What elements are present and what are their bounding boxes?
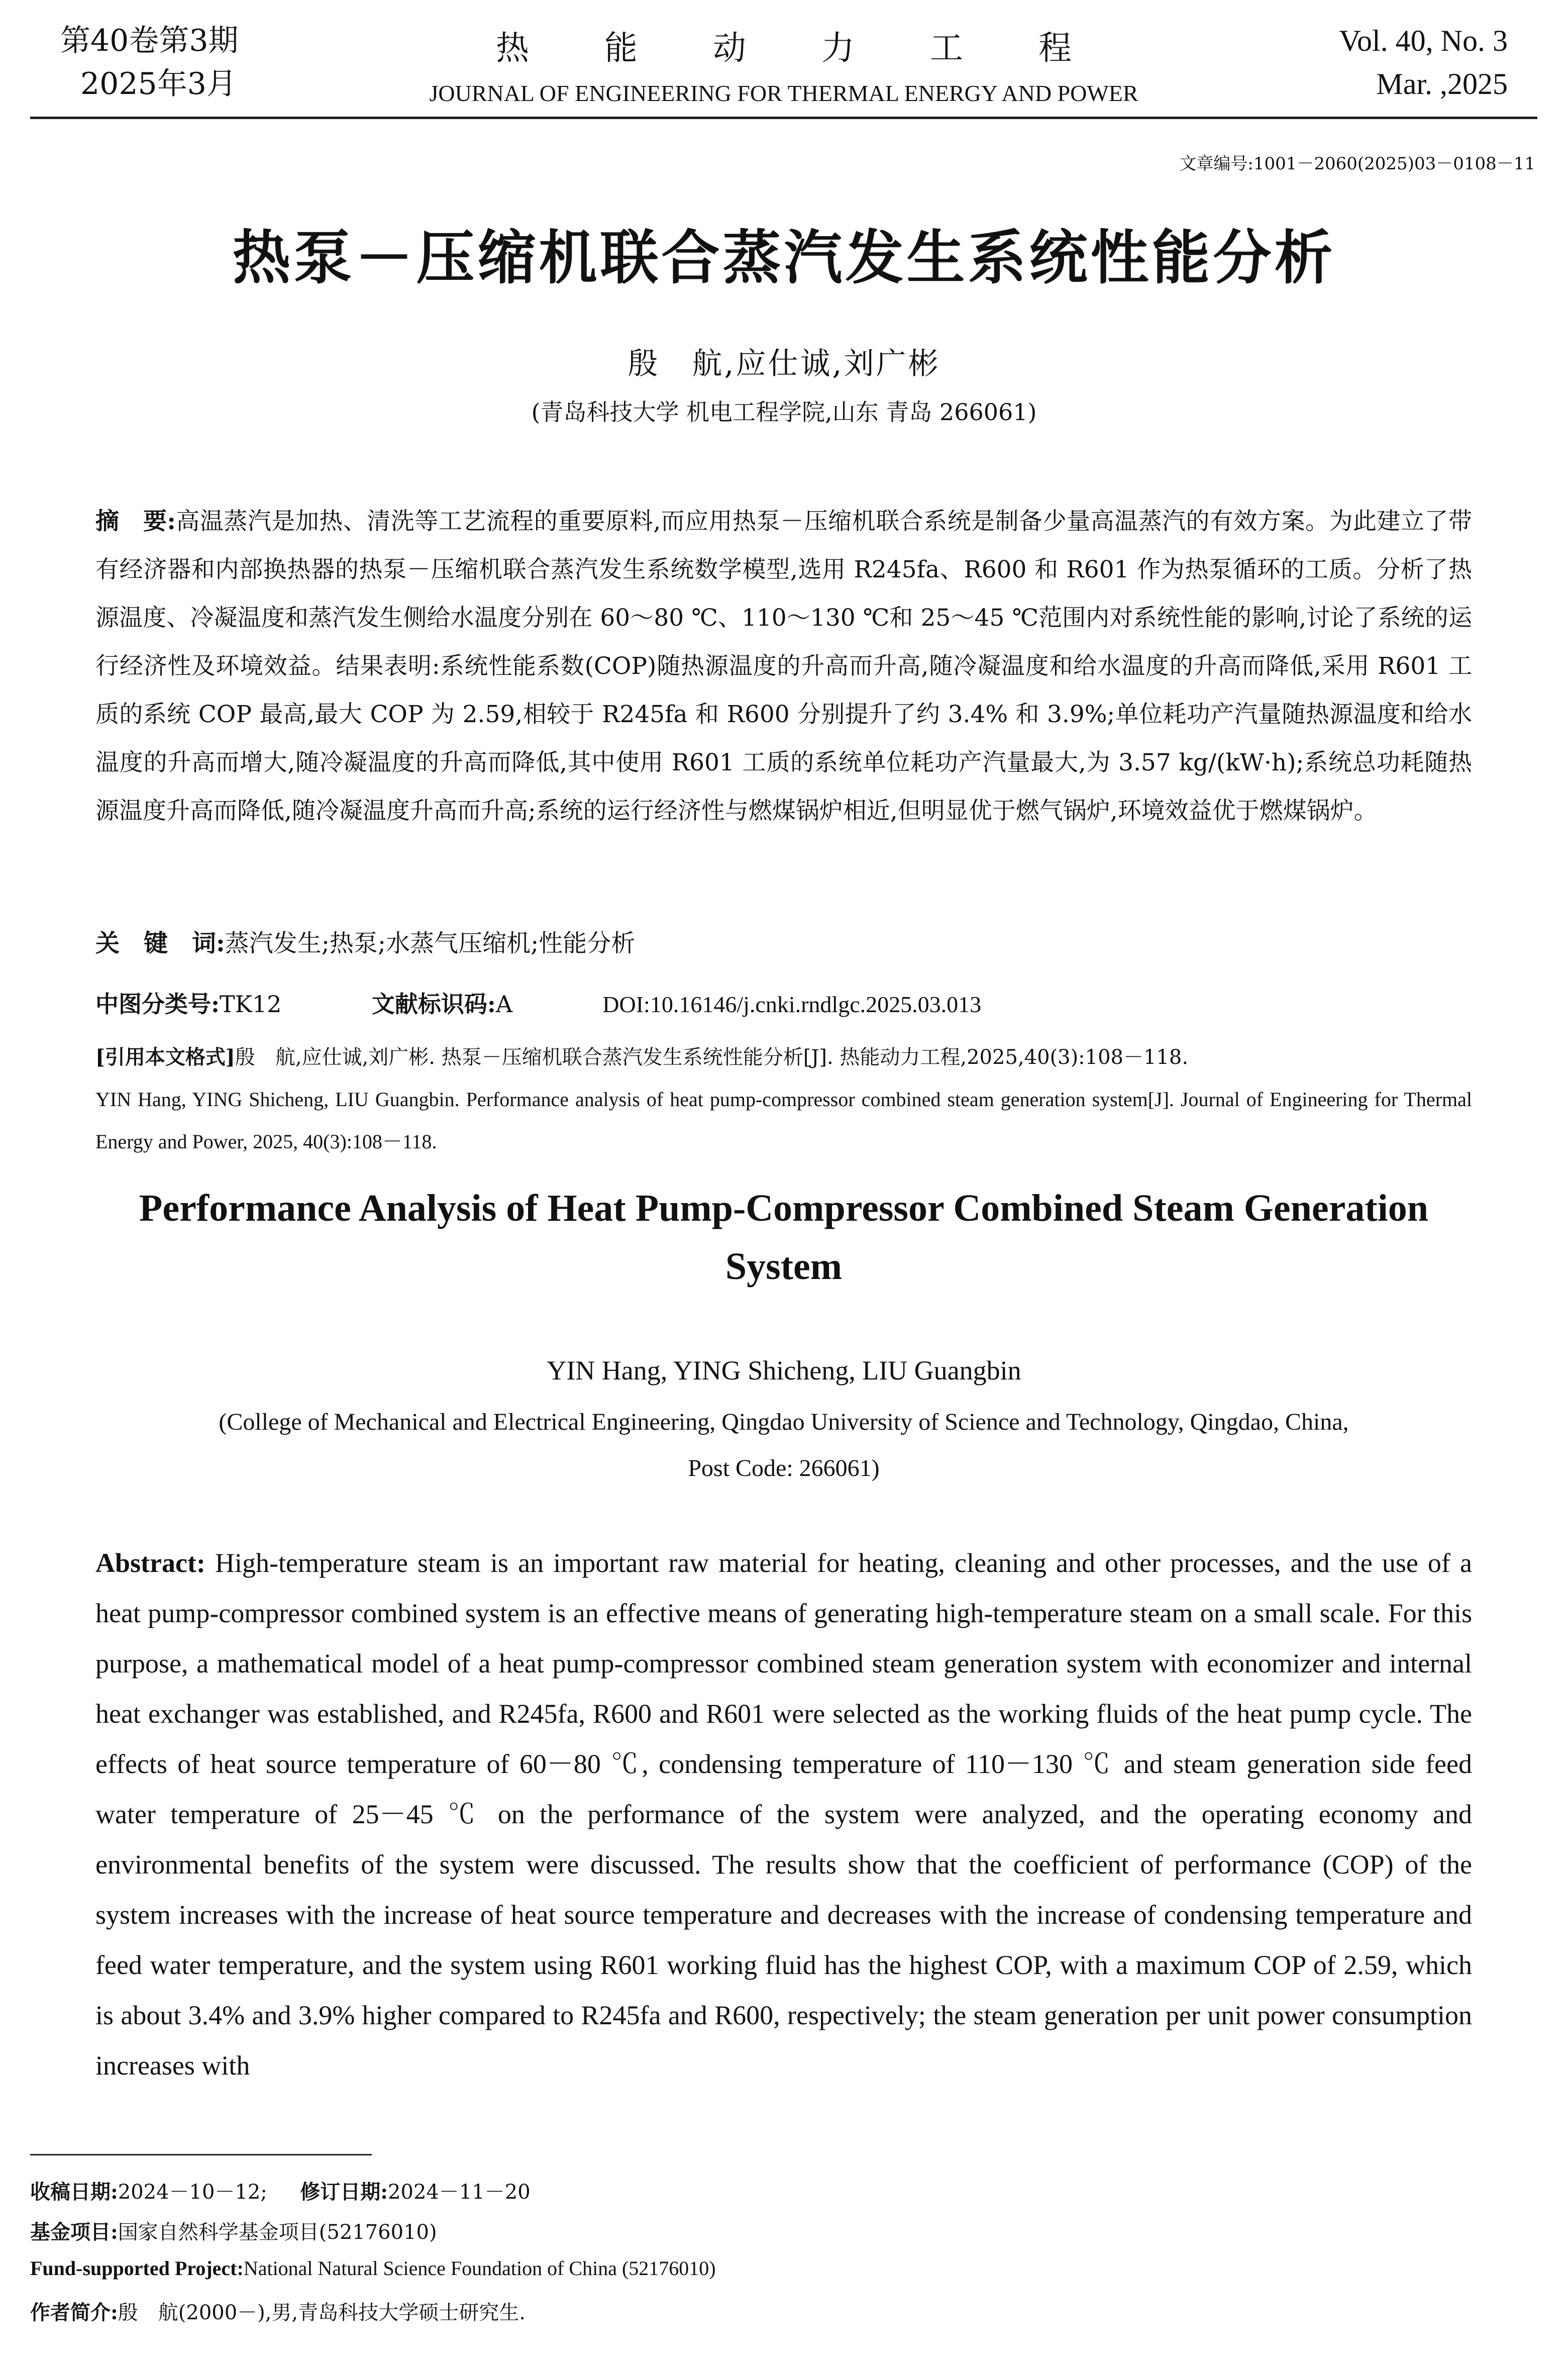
- chinese-abstract-label: 摘 要:: [95, 508, 176, 535]
- received-date: 2024－10－12;: [118, 2181, 267, 2204]
- clc-label: 中图分类号:: [95, 991, 220, 1018]
- fund-value: 国家自然科学基金项目(52176010): [118, 2221, 437, 2244]
- article-number: 文章编号:1001－2060(2025)03－0108－11: [1179, 154, 1535, 174]
- chinese-authors: 殷 航,应仕诚,刘广彬: [628, 346, 940, 381]
- header-rule: [30, 117, 1537, 119]
- issue-number-cn: 第40卷第3期: [60, 23, 239, 58]
- footnote-author: [30, 2297, 526, 2325]
- chinese-abstract-text: 高温蒸汽是加热、清洗等工艺流程的重要原料,而应用热泵－压缩机联合系统是制备少量高温蒸汽的有效方案。为此建立了带有经济器和内部换热器的热泵－压缩机联合蒸汽发生系统数学模型,选用 R245fa、R600 和 R601 作为热泵循环的工质。分析了热源温度、冷凝温度和蒸汽发生侧给水温度分别在 60～80 ℃、110～130 ℃和 25～45 ℃范围内对系统性能的影响,讨论了系统的运行经济性及环境效益。结果表明:系统性能系数(COP)随热源温度的升高而升高,随冷凝温度和给水温度的升高而降低,采用 R601 工质的系统 COP 最高,最大 COP 为 2.59,相较于 R245fa 和 R600 分别提升了约 3.4% 和 3.9%;单位耗功产汽量随热源温度和给水温度的升高而增大,随冷凝温度的升高而降低,其中使用 R601 工质的系统单位耗功产汽量最大,为 3.57 kg/(kW·h);系统总功耗随热源温度升高而降低,随冷凝温度升高而升高;系统的运行经济性与燃煤锅炉相近,但明显优于燃气锅炉,环境效益优于燃煤锅炉。: [95, 508, 1472, 825]
- citation-block: [95, 1036, 1472, 1163]
- fund-label: 基金项目:: [30, 2220, 118, 2244]
- citation-en: YIN Hang, YING Shicheng, LIU Guangbin. Performance analysis of heat pump-compressor combined steam generation system[J]. Journal of Engineering for Thermal Energy and Power, 2025, 40(3):108－118.: [95, 1088, 1472, 1153]
- english-abstract: [95, 1538, 1472, 2091]
- clc-value: TK12: [219, 991, 282, 1018]
- footnote-fund-en: [30, 2256, 716, 2280]
- issue-info-cn: [60, 19, 239, 106]
- keywords-label: 关 键 词:: [95, 929, 225, 957]
- classification-row: [95, 986, 1472, 1019]
- journal-masthead: [352, 21, 1216, 107]
- footnote-received: [30, 2176, 531, 2205]
- footnote-fund: [30, 2216, 437, 2245]
- issue-info-en: [1339, 19, 1508, 106]
- footnote-rule: [30, 2154, 372, 2155]
- doc-code-value: A: [495, 991, 513, 1018]
- keywords-text: 蒸汽发生;热泵;水蒸气压缩机;性能分析: [225, 929, 636, 957]
- english-affiliation: (College of Mechanical and Electrical Engineering, Qingdao University of Science and Technology, Qingdao, China, Post Code: 266061): [219, 1409, 1349, 1482]
- citation-cn: 殷 航,应仕诚,刘广彬. 热泵－压缩机联合蒸汽发生系统性能分析[J]. 热能动力工程,2025,40(3):108－118.: [235, 1046, 1189, 1069]
- citation-label: [引用本文格式]: [95, 1045, 235, 1069]
- doi: DOI:10.16146/j.cnki.rndlgc.2025.03.013: [602, 992, 982, 1017]
- journal-name-cn: 热能动力工程: [496, 29, 1147, 67]
- issue-date-cn: 2025年3月: [80, 66, 237, 102]
- revised-label: 修订日期:: [300, 2180, 388, 2204]
- author-bio-value: 殷 航(2000－),男,青岛科技大学硕士研究生.: [118, 2301, 526, 2324]
- keywords: [95, 924, 635, 958]
- doc-code-label: 文献标识码:: [371, 991, 496, 1018]
- author-bio-label: 作者简介:: [30, 2301, 118, 2324]
- chinese-title: 热泵－压缩机联合蒸汽发生系统性能分析: [232, 224, 1336, 292]
- chinese-affiliation: (青岛科技大学 机电工程学院,山东 青岛 266061): [531, 399, 1037, 426]
- received-label: 收稿日期:: [30, 2180, 118, 2204]
- english-abstract-label: Abstract:: [95, 1548, 205, 1578]
- fund-en-value: National Natural Science Foundation of China (52176010): [243, 2257, 716, 2280]
- volume-en: Vol. 40, No. 3: [1339, 24, 1508, 57]
- revised-date: 2024－11－20: [388, 2181, 531, 2204]
- english-title: Performance Analysis of Heat Pump-Compressor Combined Steam Generation System: [139, 1187, 1429, 1288]
- issue-date-en: Mar. ,2025: [1376, 67, 1508, 101]
- english-authors: YIN Hang, YING Shicheng, LIU Guangbin: [547, 1355, 1021, 1386]
- chinese-abstract: [95, 498, 1472, 835]
- journal-name-en: JOURNAL OF ENGINEERING FOR THERMAL ENERGY AND POWER: [429, 80, 1138, 106]
- fund-en-label: Fund-supported Project:: [30, 2257, 244, 2280]
- english-abstract-text: High-temperature steam is an important raw material for heating, cleaning and other processes, and the use of a heat pump-compressor combined system is an effective means of generating high-temperature steam on a small scale. For this purpose, a mathematical model of a heat pump-compressor combined steam generation system with economizer and internal heat exchanger was established, and R245fa, R600 and R601 were selected as the working fluids of the heat pump cycle. The effects of heat source temperature of 60－80 ℃, condensing temperature of 110－130 ℃ and steam generation side feed water temperature of 25－45 ℃ on the performance of the system were analyzed, and the operating economy and environmental benefits of the system were discussed. The results show that the coefficient of performance (COP) of the system increases with the increase of heat source temperature and decreases with the increase of condensing temperature and feed water temperature, and the system using R601 working fluid has the highest COP, with a maximum COP of 2.59, which is about 3.4% and 3.9% higher compared to R245fa and R600, respectively; the steam generation per unit power consumption increases with: [95, 1548, 1472, 2081]
